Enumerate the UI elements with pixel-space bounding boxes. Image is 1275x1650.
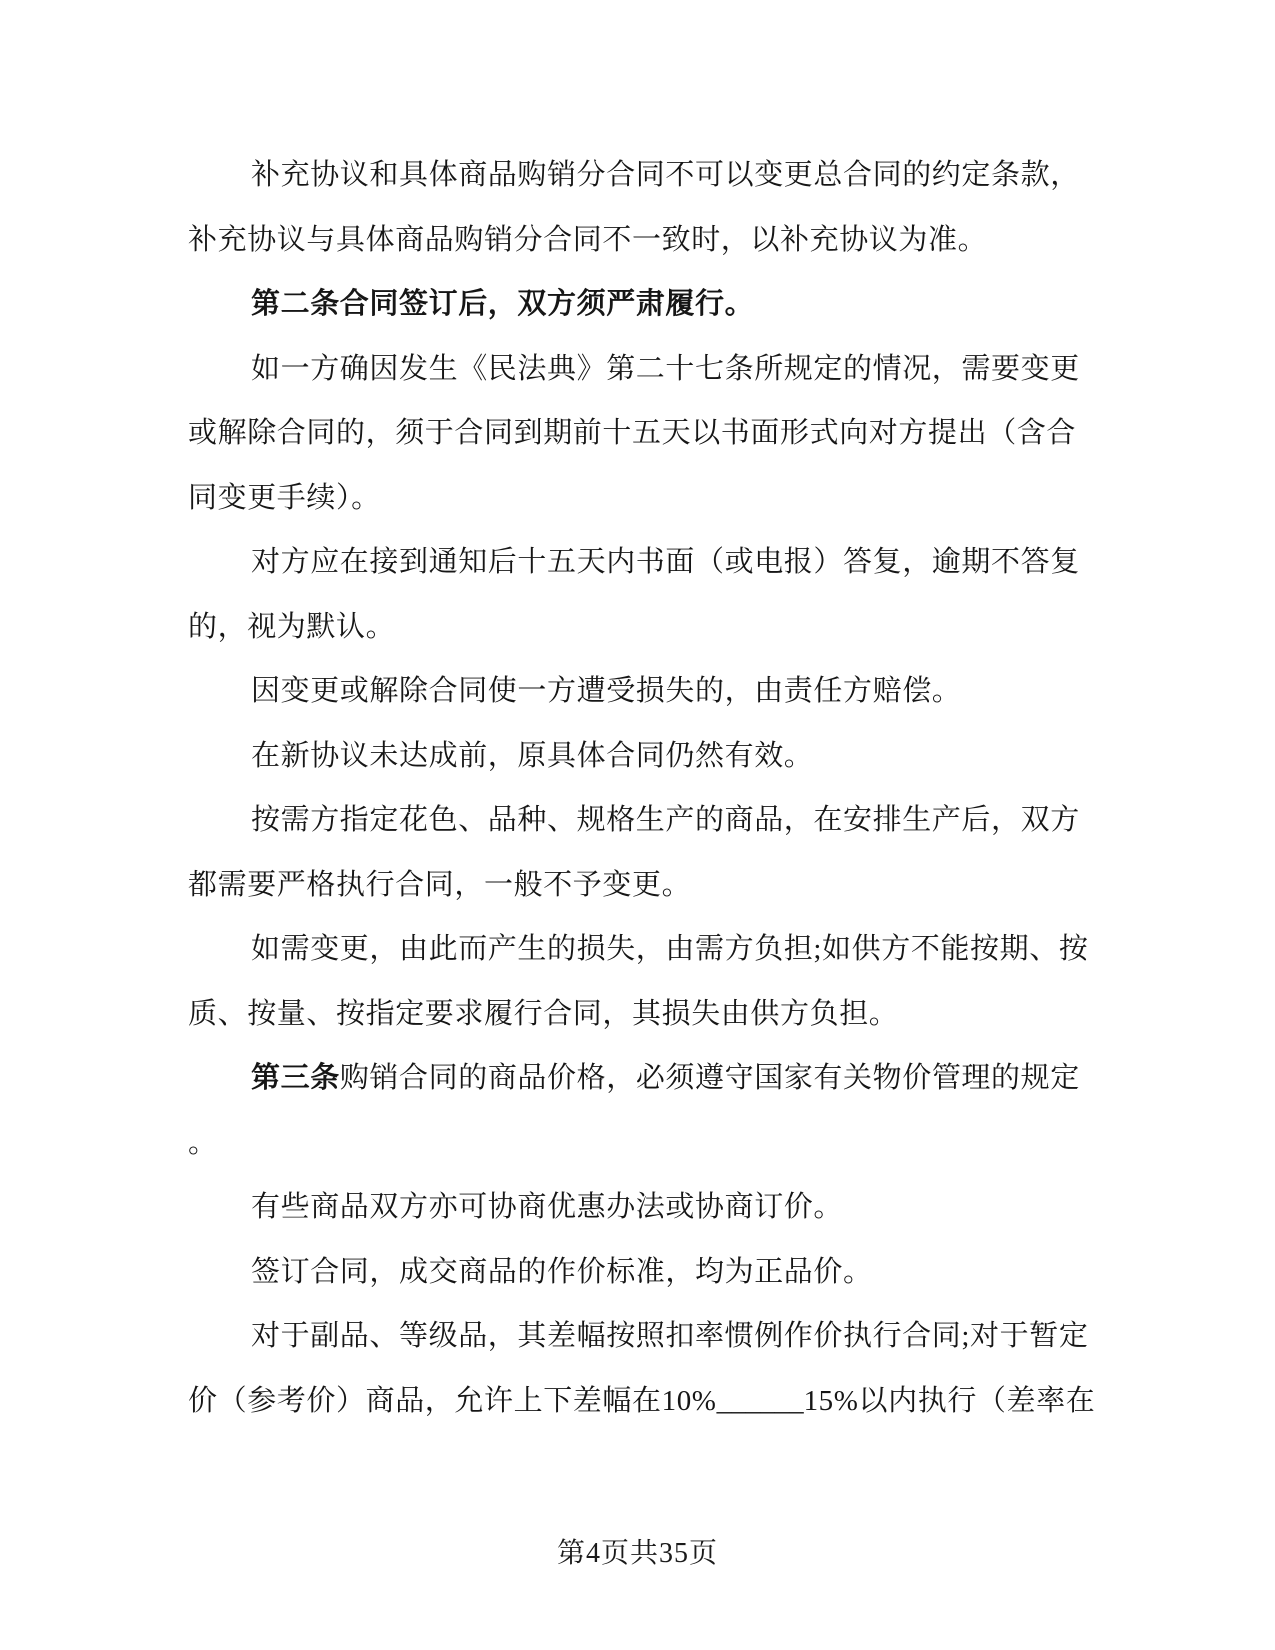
text-segment: 15%以内执行（差率在 [803,1384,1096,1417]
text-line [188,401,1128,466]
text-segment: 的，视为默认。 [188,610,396,643]
text-line [188,853,1128,918]
text-line [188,1240,1128,1305]
text-line [188,595,1128,660]
text-segment: 同变更手续）。 [188,481,381,514]
text-line [188,982,1128,1047]
text-segment: 有些商品双方亦可协商优惠办法或协商订价。 [251,1191,844,1223]
text-segment: 价（参考价）商品，允许上下差幅在10% [188,1384,717,1417]
text-line [188,1304,1128,1369]
text-segment: 补充协议与具体商品购销分合同不一致时，以补充协议为准。 [188,223,988,256]
text-line [188,917,1128,982]
text-line [188,208,1128,273]
fill-in-blank: ______ [716,1384,804,1417]
text-segment: 如需变更，由此而产生的损失，由需方负担;如供方不能按期、按 [251,933,1089,965]
text-segment: 补充协议和具体商品购销分合同不可以变更总合同的约定条款， [251,159,1080,191]
text-line [188,1046,1128,1111]
text-segment: 购销合同的商品价格，必须遵守国家有关物价管理的规定 [339,1062,1080,1094]
text-segment: 因变更或解除合同使一方遭受损失的，由责任方赔偿。 [251,675,962,707]
page-number: 第4页共35页 [556,1538,718,1569]
text-line [188,466,1128,531]
text-segment: 。 [188,1126,218,1159]
text-segment: 质、按量、按指定要求履行合同，其损失由供方负担。 [188,997,899,1030]
text-line [188,143,1128,208]
text-line [188,272,1128,337]
text-line [188,1369,1128,1434]
page-footer [0,1531,1275,1571]
text-segment: 如一方确因发生《民法典》第二十七条所规定的情况，需要变更 [251,352,1080,385]
text-segment: 第二条合同签订后，双方须严肃履行。 [251,288,755,320]
text-line [188,337,1128,402]
text-line [188,1111,1128,1176]
text-segment: 第三条 [251,1062,340,1094]
text-segment: 按需方指定花色、品种、规格生产的商品，在安排生产后，双方 [251,804,1080,836]
text-segment: 签订合同，成交商品的作价标准，均为正品价。 [251,1255,873,1288]
text-segment: 或解除合同的，须于合同到期前十五天以书面形式向对方提出（含合 [188,417,1077,449]
text-line [188,659,1128,724]
text-segment: 对方应在接到通知后十五天内书面（或电报）答复，逾期不答复 [251,546,1080,578]
text-segment: 都需要严格执行合同，一般不予变更。 [188,868,692,901]
text-line [188,788,1128,853]
text-line [188,530,1128,595]
contract-text [188,143,1128,1433]
text-segment: 对于副品、等级品，其差幅按照扣率惯例作价执行合同;对于暂定 [251,1320,1089,1352]
text-segment: 在新协议未达成前，原具体合同仍然有效。 [251,739,814,772]
text-line [188,1175,1128,1240]
text-line [188,724,1128,789]
